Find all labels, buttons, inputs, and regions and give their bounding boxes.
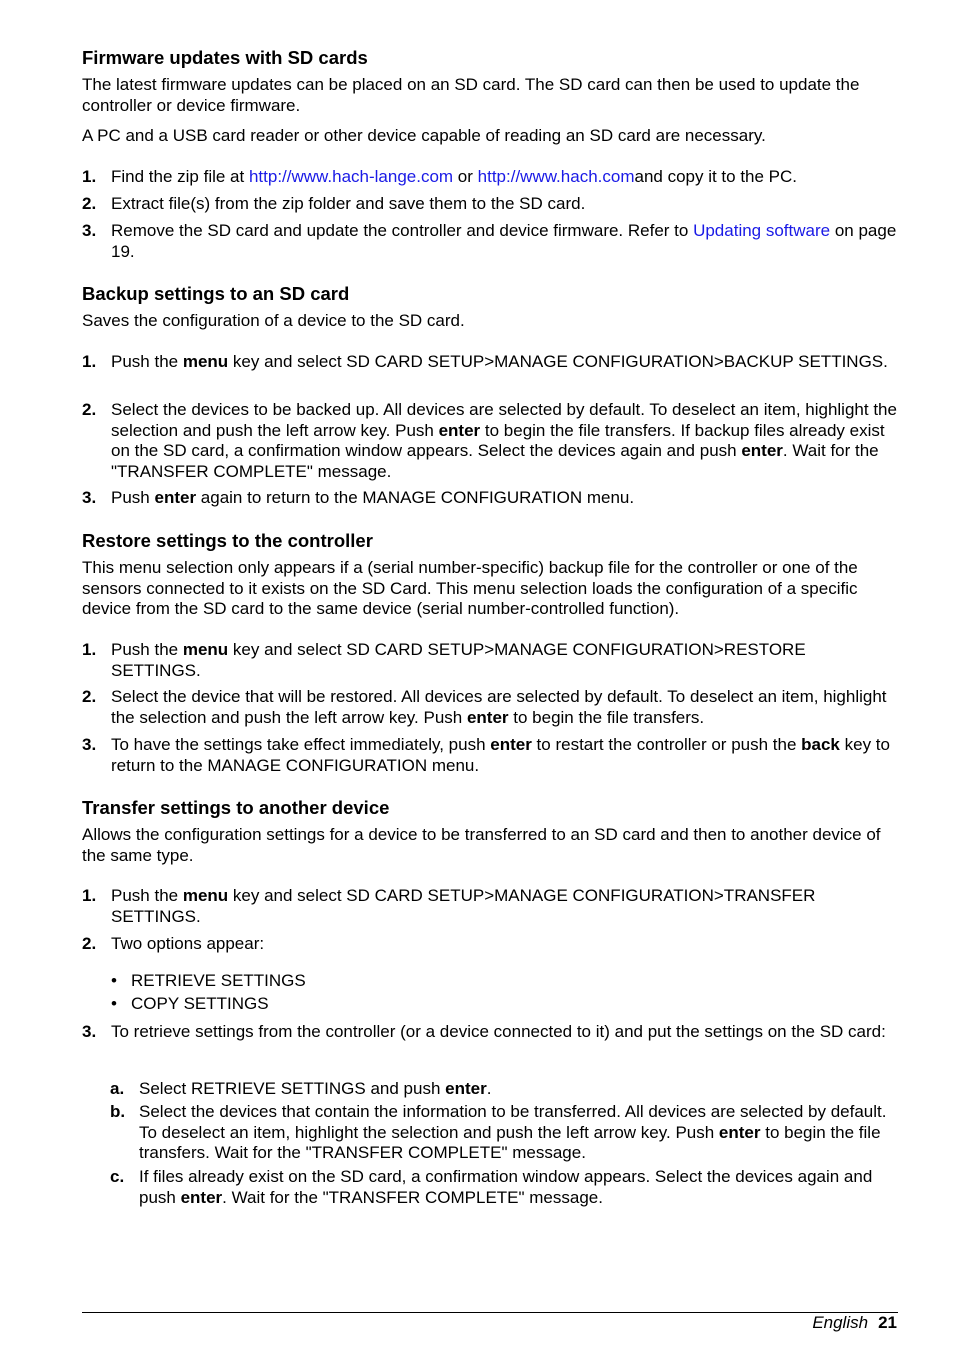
transfer-step-1: 1. Push the menu key and select SD CARD SETUP>MANAGE CONFIGURATION>TRANSFER SETTINGS. <box>82 886 816 926</box>
firmware-requirements: A PC and a USB card reader or other device capable of reading an SD card are necessary. <box>82 126 766 145</box>
restore-intro: This menu selection only appears if a (serial number-specific) backup file for the controller or one of the sensors connected to it exists on the SD Card. This menu selection loads the configuration of a specific device from the SD card to the same device (serial number-controlled function). <box>82 558 858 618</box>
backup-step-3: 3. Push enter again to return to the MANAGE CONFIGURATION menu. <box>82 488 635 507</box>
restore-step-2: 2. Select the device that will be restored. All devices are selected by default. To deselect an item, highlight the selection and push the left arrow key. Push enter to begin the file transfers. <box>82 687 887 727</box>
hach-lange-link[interactable]: http://www.hach-lange.com <box>248 167 454 186</box>
backup-step-1: 1. Push the menu key and select SD CARD SETUP>MANAGE CONFIGURATION>BACKUP SETTINGS. <box>82 352 888 371</box>
section-title-transfer: Transfer settings to another device <box>82 797 390 818</box>
transfer-substep-a: a. Select RETRIEVE SETTINGS and push enter. <box>110 1079 492 1098</box>
page-number: 21 <box>878 1313 897 1332</box>
page-footer <box>812 1312 897 1333</box>
firmware-intro: The latest firmware updates can be placed on an SD card. The SD card can then be used to update the controller or device firmware. <box>82 75 860 115</box>
section-title-restore: Restore settings to the controller <box>82 530 373 551</box>
updating-software-link[interactable]: Updating software <box>693 221 831 240</box>
backup-step-2: 2. Select the devices to be backed up. All devices are selected by default. To deselect an item, highlight the selection and push the left arrow key. Push enter to begin the file transfers. If backup files already exist on the SD card, a confirmation window appears. Select the devices again and push enter. Wait for the "TRANSFER COMPLETE" message. <box>82 400 897 481</box>
transfer-substep-c: c. If files already exist on the SD card, a confirmation window appears. Select the devices again and push enter. Wait for the "TRANSFER COMPLETE" message. <box>110 1167 873 1207</box>
hach-link[interactable]: http://www.hach.com <box>477 167 635 186</box>
firmware-step-2: 2. Extract file(s) from the zip folder and save them to the SD card. <box>82 194 586 213</box>
transfer-step-3: 3. To retrieve settings from the controller (or a device connected to it) and put the settings on the SD card: <box>82 1022 886 1041</box>
transfer-option-copy: • COPY SETTINGS <box>111 994 269 1013</box>
firmware-step-1: 1. Find the zip file at http://www.hach-lange.com or http://www.hach.comand copy it to the PC. <box>82 167 798 186</box>
transfer-step-2: 2. Two options appear: <box>82 934 265 953</box>
restore-step-1: 1. Push the menu key and select SD CARD SETUP>MANAGE CONFIGURATION>RESTORE SETTINGS. <box>82 640 806 680</box>
section-title-firmware: Firmware updates with SD cards <box>82 47 368 68</box>
bullet-icon: • <box>111 994 117 1013</box>
footer-divider <box>82 1312 898 1313</box>
backup-intro: Saves the configuration of a device to the SD card. <box>82 311 465 330</box>
transfer-substep-b: b. Select the devices that contain the information to be transferred. All devices are selected by default. To deselect an item, highlight the selection and push the left arrow key. Push enter to begin the file transfers. Wait for the "TRANSFER COMPLETE" message. <box>110 1102 887 1162</box>
transfer-intro: Allows the configuration settings for a device to be transferred to an SD card and then to another device of the same type. <box>82 825 881 865</box>
transfer-option-retrieve: • RETRIEVE SETTINGS <box>111 971 306 990</box>
restore-step-3: 3. To have the settings take effect immediately, push enter to restart the controller or push the back key to return to the MANAGE CONFIGURATION menu. <box>82 735 890 775</box>
bullet-icon: • <box>111 971 117 990</box>
footer-language: English <box>812 1313 869 1332</box>
section-title-backup: Backup settings to an SD card <box>82 283 350 304</box>
firmware-step-3: 3. Remove the SD card and update the controller and device firmware. Refer to Updating software on page 19. <box>82 221 897 261</box>
